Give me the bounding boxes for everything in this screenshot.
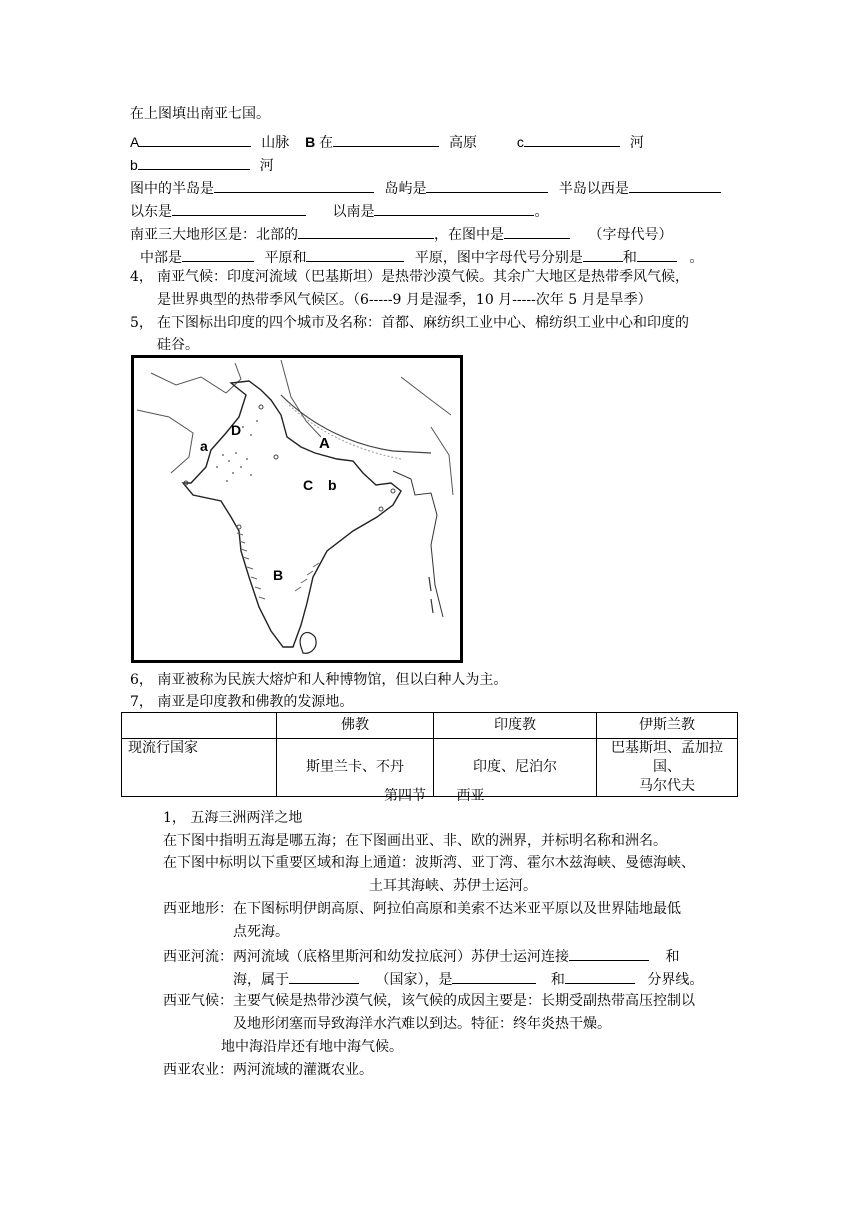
islam-line-2: 马尔代夫 <box>639 778 695 794</box>
and-text: 和 <box>622 250 637 266</box>
rivers-text: 西亚河流：两河流域（底格里斯河和幼发拉底河）苏伊士运河连接 <box>163 949 569 965</box>
island-text: 岛屿是 <box>384 181 427 197</box>
peninsula-text: 图中的半岛是 <box>130 181 214 197</box>
boundary-text: 分界线。 <box>647 972 704 988</box>
continent-and: 和 <box>550 972 565 988</box>
table-header-islam: 伊斯兰教 <box>597 713 738 739</box>
blank-letter-2[interactable] <box>637 246 677 262</box>
blank-a-mountain[interactable] <box>139 131 251 147</box>
blank-b-plateau[interactable] <box>333 131 439 147</box>
south-text: 以南是 <box>332 204 375 220</box>
blank-middle-2[interactable] <box>306 246 404 262</box>
period2: 。 <box>689 250 704 266</box>
sea-belongs-text: 海，属于 <box>233 972 289 988</box>
map-label-d: D <box>231 422 242 438</box>
cities-line-1: 在下图标出印度的四个城市及名称：首都、麻纺织工业中心、棉纺织工业中心和印度的 <box>157 315 689 331</box>
table-header-buddhism: 佛教 <box>277 713 434 739</box>
table-row-label: 现流行国家 <box>122 739 277 797</box>
line-a <box>130 131 644 152</box>
landform-text: 南亚三大地形区是：北部的 <box>130 227 298 243</box>
wa-rivers-2 <box>233 968 703 990</box>
wa-climate-3: 地中海沿岸还有地中海气候。 <box>221 1039 403 1055</box>
blank-south[interactable] <box>374 200 534 216</box>
wa-terrain-1: 西亚地形：在下图标明伊朗高原、阿拉伯高原和美索不达米亚平原以及世界陆地最低 <box>163 901 681 917</box>
west-text: 半岛以西是 <box>558 181 629 197</box>
islam-line-1: 巴基斯坦、孟加拉国、 <box>611 740 723 775</box>
period: 。 <box>534 204 549 220</box>
blank-continent-1[interactable] <box>452 968 536 984</box>
middle-text: 中部是 <box>140 250 182 266</box>
landform2-line <box>140 246 703 268</box>
plain-and-text: 平原和 <box>264 250 307 266</box>
climate-line-1: 南亚气候：印度河流域（巴基斯坦）是热带沙漠气候。其余广大地区是热带季风气候， <box>157 269 689 285</box>
climate-num: 4， <box>130 269 153 285</box>
wa-climate-1: 西亚气候：主要气候是热带沙漠气候，该气候的成因主要是：长期受副热带高压控制以 <box>163 993 695 1009</box>
in-map-text: ，在图中是 <box>434 227 504 243</box>
east-text: 以东是 <box>130 204 172 220</box>
table-header-empty <box>122 713 277 739</box>
text-river-b: 河 <box>259 157 274 173</box>
blank-continent-2[interactable] <box>565 968 635 984</box>
map-label-a: A <box>319 435 330 452</box>
wa-routes-2: 土耳其海峡、苏伊士运河。 <box>369 878 537 894</box>
text-zai: 在 <box>319 134 334 150</box>
map-label-c: C <box>303 477 314 493</box>
blank-west[interactable] <box>629 177 721 193</box>
cities-line-2: 硅谷。 <box>157 337 199 353</box>
blank-canal-1[interactable] <box>569 945 649 961</box>
label-a: A <box>130 134 140 150</box>
map-label-a-river: a <box>200 438 208 454</box>
table-header-row <box>122 713 738 739</box>
rivers-and: 和 <box>665 949 680 965</box>
blank-east[interactable] <box>172 200 306 216</box>
peninsula-line <box>130 177 721 199</box>
item-7: 7， 南亚是印度教和佛教的发源地。 <box>130 694 354 710</box>
letter-code-text: （字母代号） <box>588 227 673 243</box>
section-name: 西亚 <box>456 788 485 804</box>
south-asia-map <box>131 355 463 663</box>
table-cell-islam <box>597 739 738 797</box>
map-frame <box>133 357 462 662</box>
blank-letter-1[interactable] <box>583 246 623 262</box>
label-c: c <box>516 134 524 150</box>
section-number: 第四节 <box>384 788 426 804</box>
text-river-c: 河 <box>629 134 644 150</box>
map-label-b-river: b <box>328 477 337 493</box>
section-heading <box>384 786 484 806</box>
blank-north-landform[interactable] <box>298 223 434 239</box>
table-header-hinduism: 印度教 <box>434 713 597 739</box>
wa-item-1: 1， 五海三洲两洋之地 <box>163 810 303 826</box>
label-b-river: b <box>130 157 138 173</box>
blank-island[interactable] <box>426 177 548 193</box>
item-6: 6， 南亚被称为民族大熔炉和人种博物馆，但以白种人为主。 <box>130 672 508 688</box>
text-mountain: 山脉 <box>261 134 290 150</box>
wa-seas: 在下图中指明五海是哪五海；在下图画出亚、非、欧的洲界，并标明名称和洲名。 <box>163 833 667 849</box>
climate-line-2: 是世界典型的热带季风气候区。（6-----9 月是湿季，10 月-----次年 5 月是旱季） <box>157 292 652 308</box>
wa-routes-1: 在下图中标明以下重要区域和海上通道：波斯湾、亚丁湾、霍尔木兹海峡、曼德海峡、 <box>163 855 695 871</box>
blank-country[interactable] <box>289 968 359 984</box>
religion-table <box>121 712 738 797</box>
blank-b-river[interactable] <box>138 154 250 170</box>
blank-north-letter[interactable] <box>504 223 570 239</box>
wa-agriculture: 西亚农业：两河流域的灌溉农业。 <box>163 1062 373 1078</box>
wa-rivers-1 <box>163 945 679 967</box>
table-cell-buddhism: 斯里兰卡、不丹 <box>277 739 434 797</box>
cities-num: 5， <box>130 315 153 331</box>
line-b <box>130 154 274 175</box>
wa-terrain-2: 点死海。 <box>233 924 289 940</box>
landform-line <box>130 223 672 245</box>
letters-text: 平原，图中字母代号分别是 <box>414 250 583 266</box>
text-plateau: 高原 <box>449 134 478 150</box>
country-is-text: （国家），是 <box>375 972 453 988</box>
blank-peninsula[interactable] <box>214 177 374 193</box>
table-cell-hinduism: 印度、尼泊尔 <box>434 739 597 797</box>
blank-c-river[interactable] <box>524 131 620 147</box>
label-b: B <box>305 134 316 150</box>
map-label-b: B <box>273 567 284 583</box>
wa-climate-2: 及地形闭塞而导致海洋水汽难以到达。特征：终年炎热干燥。 <box>233 1016 611 1032</box>
fill-countries-line: 在上图填出南亚七国。 <box>130 106 270 122</box>
east-south-line <box>130 200 548 222</box>
blank-middle-1[interactable] <box>182 246 254 262</box>
